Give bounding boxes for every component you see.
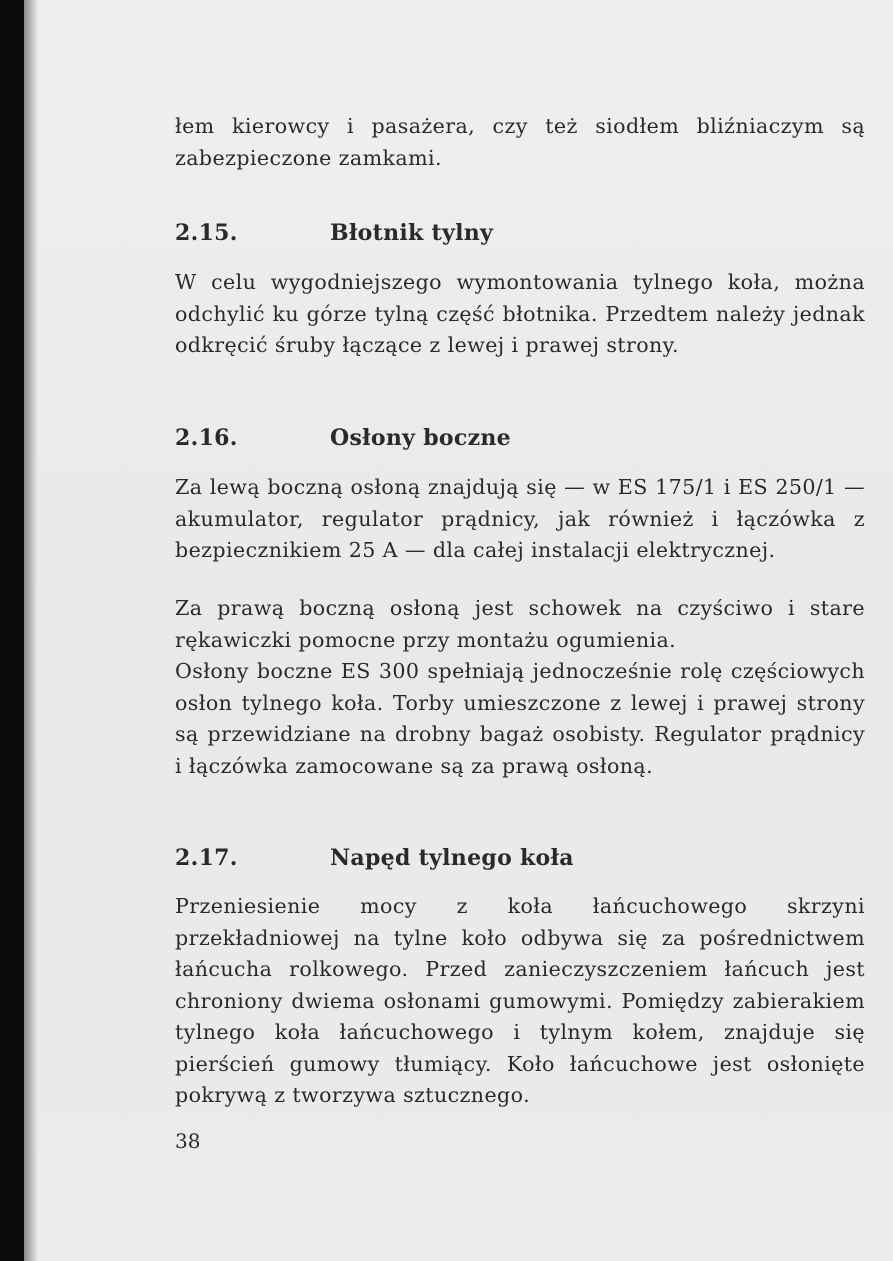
section-heading-2-15 <box>175 218 865 248</box>
section-number: 2.16. <box>175 425 238 451</box>
scan-edge-shadow <box>24 0 38 1261</box>
section-2-17-paragraph: Przeniesienie mocy z koła łańcuchowego skrzyni przekładniowej na tylne koło odbywa się za pośrednictwem łańcucha rolkowego. Przed zanieczyszczeniem łańcuch jest chroniony dwiema osłonami gumowymi. Pomiędzy zabierakiem tylnego koła łańcuchowego i tylnym kołem, znajduje się pierścień gumowy tłumiący. Koło łańcuchowe jest osłonięte pokrywą z tworzywa sztucznego. <box>175 894 865 1107</box>
section-number: 2.15. <box>175 220 238 246</box>
section-2-16-paragraph-2: Za prawą boczną osłoną jest schowek na czyściwo i stare rękawiczki pomocne przy montażu ogumienia. <box>175 596 865 652</box>
section-heading-2-17 <box>175 843 865 873</box>
page-number: 38 <box>175 1129 201 1153</box>
continuation-paragraph: łem kierowcy i pasażera, czy też siodłem bliźniaczym są zabezpieczone zamkami. <box>175 114 865 170</box>
section-number: 2.17. <box>175 845 238 871</box>
scan-edge <box>0 0 24 1261</box>
section-2-16-paragraph-3: Osłony boczne ES 300 spełniają jednocześnie rolę częściowych osłon tylnego koła. Torby umieszczone z lewej i prawej strony są przewidziane na drobny bagaż osobisty. Regulator prądnicy i łączówka zamocowane są za prawą osłoną. <box>175 659 865 778</box>
section-2-15-paragraph: W celu wygodniejszego wymontowania tylnego koła, można odchylić ku górze tylną część błotnika. Przedtem należy jednak odkręcić śruby łączące z lewej i prawej strony. <box>175 270 865 357</box>
section-2-16-paragraph-1: Za lewą boczną osłoną znajdują się — w ES 175/1 i ES 250/1 — akumulator, regulator prądnicy, jak również i łączówka z bezpiecznikiem 25 A — dla całej instalacji elektrycznej. <box>175 475 865 562</box>
section-title: Napęd tylnego koła <box>330 845 574 871</box>
section-title: Błotnik tylny <box>330 220 494 246</box>
section-title: Osłony boczne <box>330 425 511 451</box>
section-heading-2-16 <box>175 423 865 453</box>
